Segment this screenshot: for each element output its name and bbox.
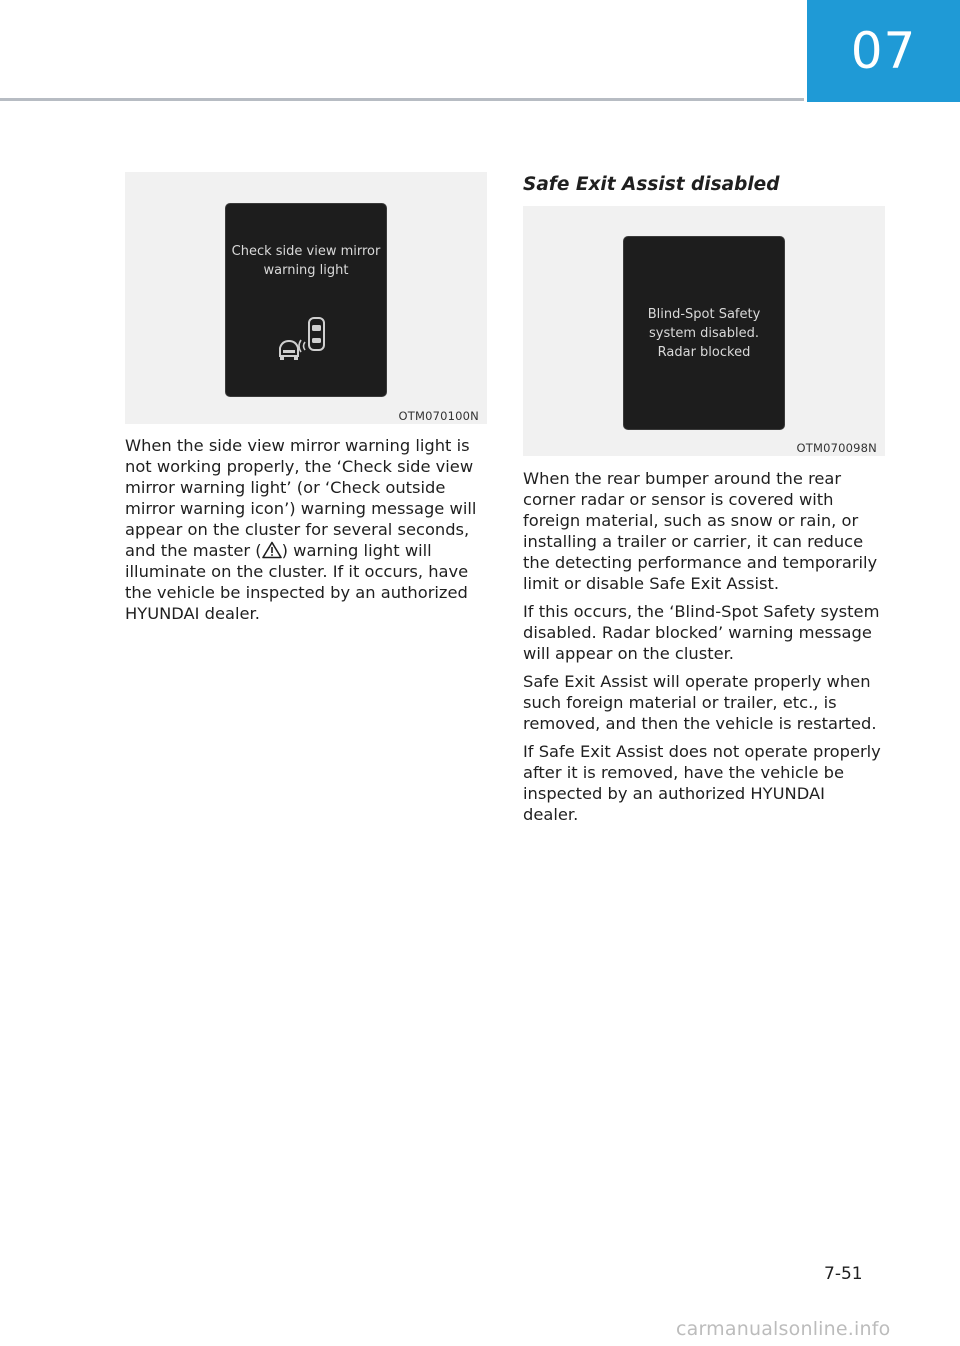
figure-radar-blocked: [523, 206, 885, 456]
right-paragraph-2: If this occurs, the ‘Blind-Spot Safety system disabled. Radar blocked’ warning message will appear on the cluster.: [523, 602, 880, 663]
master-warning-triangle-icon: [262, 541, 282, 559]
figure-code: OTM070098N: [796, 441, 877, 455]
figure-code: OTM070100N: [398, 409, 479, 423]
header-rule: [0, 98, 804, 101]
cluster-message: Blind-Spot Safety system disabled. Radar blocked: [647, 307, 761, 360]
section-title: Safe Exit Assist disabled: [523, 174, 780, 195]
blind-spot-cars-icon: [276, 312, 336, 372]
left-paragraph: [125, 435, 487, 624]
left-paragraph-part-1: When the side view mirror warning light is not working properly, the ‘Check side view mirror warning light’ (or ‘Check outside mirror warning icon’) warning message will appear on the cluster for several seconds, and the master (: [125, 436, 477, 560]
right-paragraph-4: If Safe Exit Assist does not operate properly after it is removed, have the vehicle be inspected by an authorized HYUNDAI dealer.: [523, 742, 881, 824]
page-number: 7-51: [824, 1264, 863, 1284]
watermark: carmanualsonline.info: [676, 1318, 891, 1340]
right-column: [523, 172, 885, 825]
right-paragraph-3: Safe Exit Assist will operate properly when such foreign material or trailer, etc., is removed, and then the vehicle is restarted.: [523, 672, 877, 733]
cluster-screen: [623, 236, 785, 430]
left-paragraph-part-2: ) warning light will illuminate on the cluster. If it occurs, have the vehicle be inspected by an authorized HYUNDAI dealer.: [125, 541, 469, 623]
right-paragraph-1: When the rear bumper around the rear corner radar or sensor is covered with foreign material, such as snow or rain, or installing a trailer or carrier, it can reduce the detecting performance and temporarily limit or disable Safe Exit Assist.: [523, 469, 878, 593]
cluster-screen: [225, 203, 387, 397]
chapter-tab: 07: [807, 0, 960, 102]
figure-side-mirror-warning: [125, 172, 487, 424]
left-column: [125, 172, 487, 624]
cluster-message: Check side view mirror warning light: [231, 244, 381, 278]
